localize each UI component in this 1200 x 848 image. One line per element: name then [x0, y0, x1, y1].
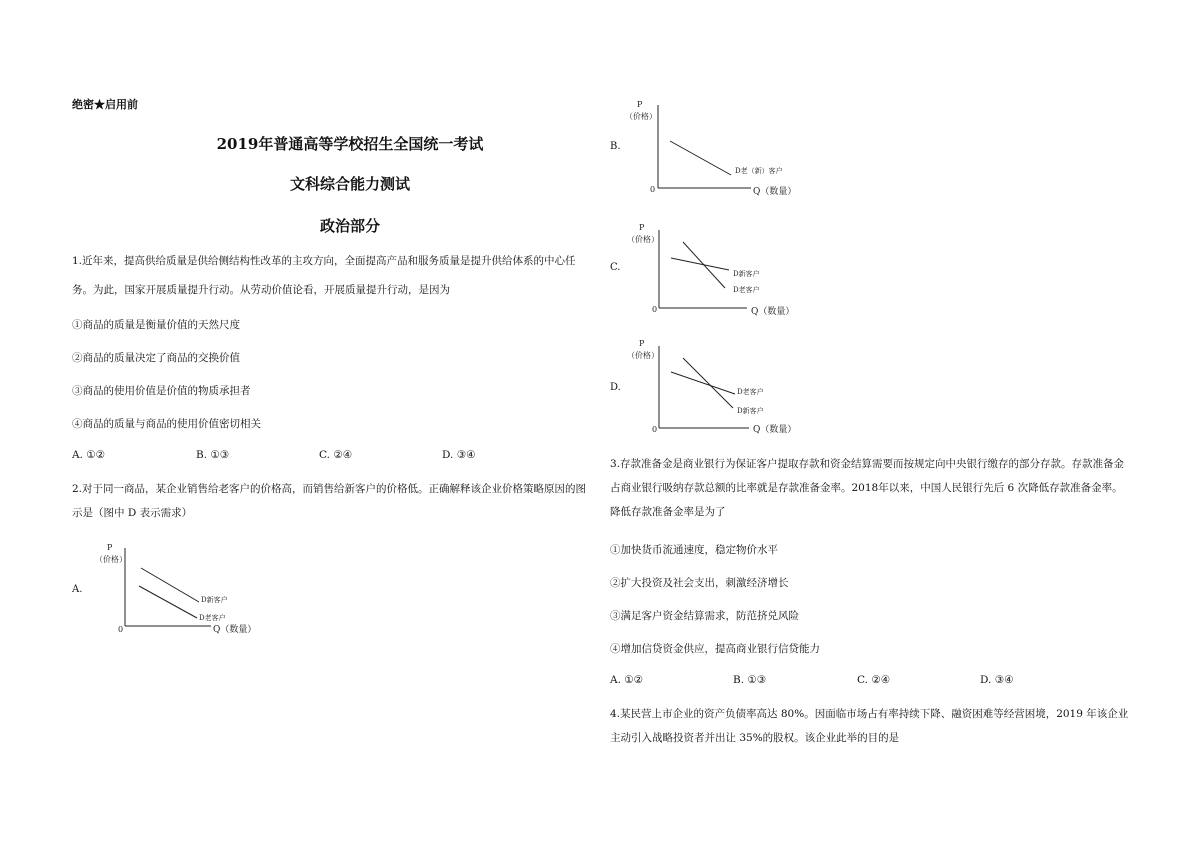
- graph-c-y-sub: （价格）: [627, 235, 659, 244]
- graph-c-curve-1-label: D新客户: [733, 270, 760, 278]
- question-3-option-d: D. ③④: [980, 674, 1014, 686]
- graph-b: [625, 99, 825, 199]
- question-3-stem: 3.存款准备金是商业银行为保证客户提取存款和资金结算需要而按规定向中央银行缴存的部分存款。存款准备金占商业银行吸纳存款总额的比率就是存款准备金率。2018年以来，中国人民银行先后 6 次降低存款准备金率。降低存款准备金率是为了: [610, 458, 1125, 518]
- graph-c-y-label: P: [639, 223, 645, 232]
- question-2-stem: 2.对于同一商品，某企业销售给老客户的价格高，而销售给新客户的价格低。正确解释该企业价格策略原因的图示是（图中 D 表示需求）: [72, 483, 587, 519]
- graph-a: [95, 540, 275, 640]
- graph-c: [625, 222, 825, 322]
- graph-d-letter: D.: [610, 382, 621, 393]
- question-3-option-b: B. ①③: [733, 674, 767, 686]
- graph-a-origin: 0: [118, 625, 124, 634]
- graph-a-curve-1-label: D新客户: [201, 596, 228, 604]
- question-3: [610, 452, 1130, 666]
- graph-d-x-label: Q（数量）: [753, 425, 797, 435]
- graph-b-y-label: P: [637, 100, 643, 109]
- question-1-statement-1: ①商品的质量是衡量价值的天然尺度: [72, 319, 240, 331]
- question-1-statement-3: ③商品的使用价值是价值的物质承担者: [72, 385, 251, 397]
- graph-d-curve-2-label: D新客户: [737, 407, 764, 415]
- question-1-option-a: A. ①②: [72, 449, 106, 461]
- question-1-option-b: B. ①③: [196, 449, 230, 461]
- graph-c-x-label: Q（数量）: [751, 307, 795, 317]
- graph-c-letter: C.: [610, 262, 621, 273]
- secret-mark: 绝密★启用前: [72, 98, 138, 111]
- graph-a-letter: A.: [72, 584, 83, 595]
- graph-c-curve-2: [683, 242, 725, 288]
- graph-c-curve-2-label: D老客户: [733, 286, 760, 294]
- graph-b-curve-1-label: D老（新）客户: [735, 167, 783, 175]
- question-1-option-d: D. ③④: [442, 449, 476, 461]
- subject-title: 文科综合能力测试: [289, 175, 410, 193]
- question-3-option-a: A. ①②: [610, 674, 644, 686]
- section-title: 政治部分: [319, 217, 380, 235]
- question-1-statement-4: ④商品的质量与商品的使用价值密切相关: [72, 418, 261, 430]
- graph-a-y-label: P: [107, 543, 113, 552]
- question-3-statement-1: ①加快货币流通速度，稳定物价水平: [610, 544, 778, 556]
- exam-title: 2019年普通高等学校招生全国统一考试: [216, 135, 484, 153]
- graph-a-x-label: Q（数量）: [213, 625, 257, 635]
- graph-d-curve-1-label: D老客户: [737, 388, 764, 396]
- question-4-stem: 4.某民营上市企业的资产负债率高达 80%。因面临市场占有率持续下降、融资困难等经营困境，2019 年该企业主动引入战略投资者并出让 35%的股权。该企业此举的目的是: [610, 708, 1129, 744]
- graph-d-y-sub: （价格）: [627, 351, 659, 360]
- question-3-statement-2: ②扩大投资及社会支出，刺激经济增长: [610, 577, 789, 589]
- graph-c-curve-1: [671, 258, 729, 270]
- graph-a-curve-2: [139, 586, 197, 618]
- question-3-option-c: C. ②④: [857, 674, 891, 686]
- graph-a-curve-1: [141, 568, 199, 602]
- graph-d-origin: 0: [652, 425, 658, 434]
- graph-a-curve-2-label: D老客户: [199, 614, 226, 622]
- graph-d-y-label: P: [639, 339, 645, 348]
- graph-d-curve-2: [683, 358, 733, 408]
- question-1-stem: 1.近年来，提高供给质量是供给侧结构性改革的主攻方向，全面提高产品和服务质量是提升供给体系的中心任务。为此，国家开展质量提升行动。从劳动价值论看，开展质量提升行动，是因为: [72, 255, 576, 296]
- question-1-statement-2: ②商品的质量决定了商品的交换价值: [72, 352, 240, 364]
- question-3-statement-3: ③满足客户资金结算需求，防范挤兑风险: [610, 610, 799, 622]
- graph-b-curve-1: [670, 141, 731, 175]
- graph-b-y-sub: （价格）: [625, 112, 657, 121]
- question-1-option-c: C. ②④: [319, 449, 353, 461]
- graph-c-origin: 0: [652, 305, 658, 314]
- graph-b-x-label: Q（数量）: [753, 187, 797, 197]
- graph-b-origin: 0: [650, 185, 656, 194]
- graph-a-y-sub: （价格）: [95, 555, 127, 564]
- question-1: [72, 247, 592, 441]
- graph-b-letter: B.: [610, 141, 621, 152]
- question-3-statement-4: ④增加信贷资金供应，提高商业银行信贷能力: [610, 643, 820, 655]
- graph-d: [625, 338, 825, 438]
- graph-d-curve-1: [671, 372, 735, 394]
